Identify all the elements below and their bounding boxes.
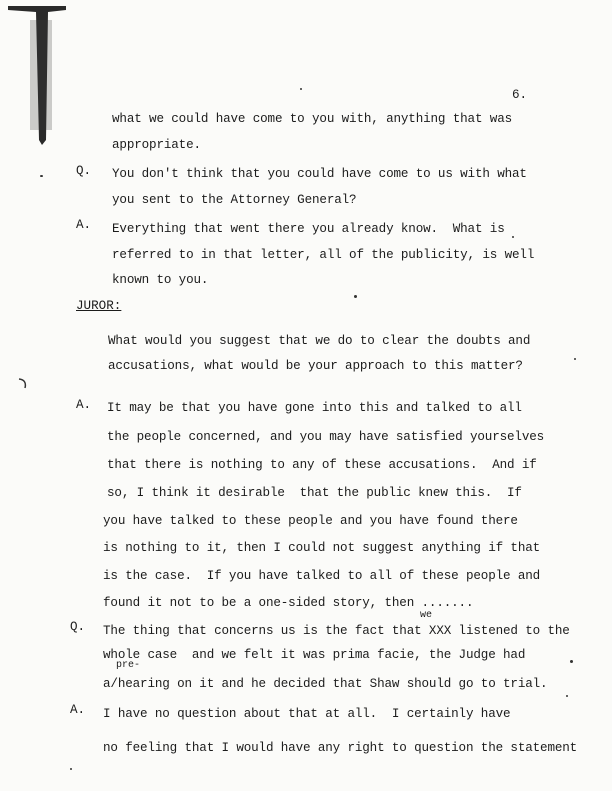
speaker-label: A. (70, 703, 86, 717)
body-line: accusations, what would be your approach to this matter? (108, 359, 523, 373)
speaker-label: A. (76, 398, 92, 412)
body-line: The thing that concerns us is the fact that XXX listened to the (103, 624, 570, 638)
body-line: so, I think it desirable that the public knew this. If (107, 486, 522, 500)
speaker-label: Q. (70, 620, 86, 634)
speaker-label: A. (76, 218, 92, 232)
scan-speck (300, 88, 302, 90)
body-line: I have no question about that at all. I certainly have (103, 707, 511, 721)
body-line: you sent to the Attorney General? (112, 193, 357, 207)
body-line: what we could have come to you with, anything that was (112, 112, 513, 126)
body-line: whole case and we felt it was prima facie, the Judge had (103, 648, 526, 662)
scan-speck (512, 236, 514, 238)
scan-speck (354, 295, 357, 298)
body-line: you have talked to these people and you have found there (103, 514, 518, 528)
scan-speck (70, 768, 72, 770)
page-number: 6. (512, 88, 528, 102)
body-line: You don't think that you could have come to us with what (112, 167, 527, 181)
body-line: is the case. If you have talked to all of these people and (103, 569, 541, 583)
scan-hook-mark (16, 376, 32, 392)
scan-artifact-mark (0, 0, 80, 160)
body-line: It may be that you have gone into this and talked to all (107, 401, 522, 415)
body-line: a/hearing on it and he decided that Shaw should go to trial. (103, 677, 548, 691)
scan-speck (566, 695, 568, 697)
body-line: appropriate. (112, 138, 201, 152)
scan-speck (40, 175, 43, 177)
scan-speck (574, 358, 576, 360)
body-line: known to you. (112, 273, 209, 287)
interlinear-insert: pre- (116, 660, 141, 671)
body-line: the people concerned, and you may have satisfied yourselves (107, 430, 545, 444)
body-line: Everything that went there you already know. What is (112, 222, 505, 236)
section-heading: JUROR: (76, 299, 122, 313)
speaker-label: Q. (76, 164, 92, 178)
body-line: is nothing to it, then I could not suggest anything if that (103, 541, 541, 555)
body-line: found it not to be a one-sided story, then ....... (103, 596, 474, 610)
body-line: that there is nothing to any of these accusations. And if (107, 458, 537, 472)
body-line: What would you suggest that we do to clear the doubts and (108, 334, 531, 348)
interlinear-insert: we (420, 610, 433, 621)
body-line: no feeling that I would have any right to question the statement (103, 741, 578, 755)
body-line: referred to in that letter, all of the publicity, is well (112, 248, 535, 262)
scan-speck (570, 660, 573, 663)
